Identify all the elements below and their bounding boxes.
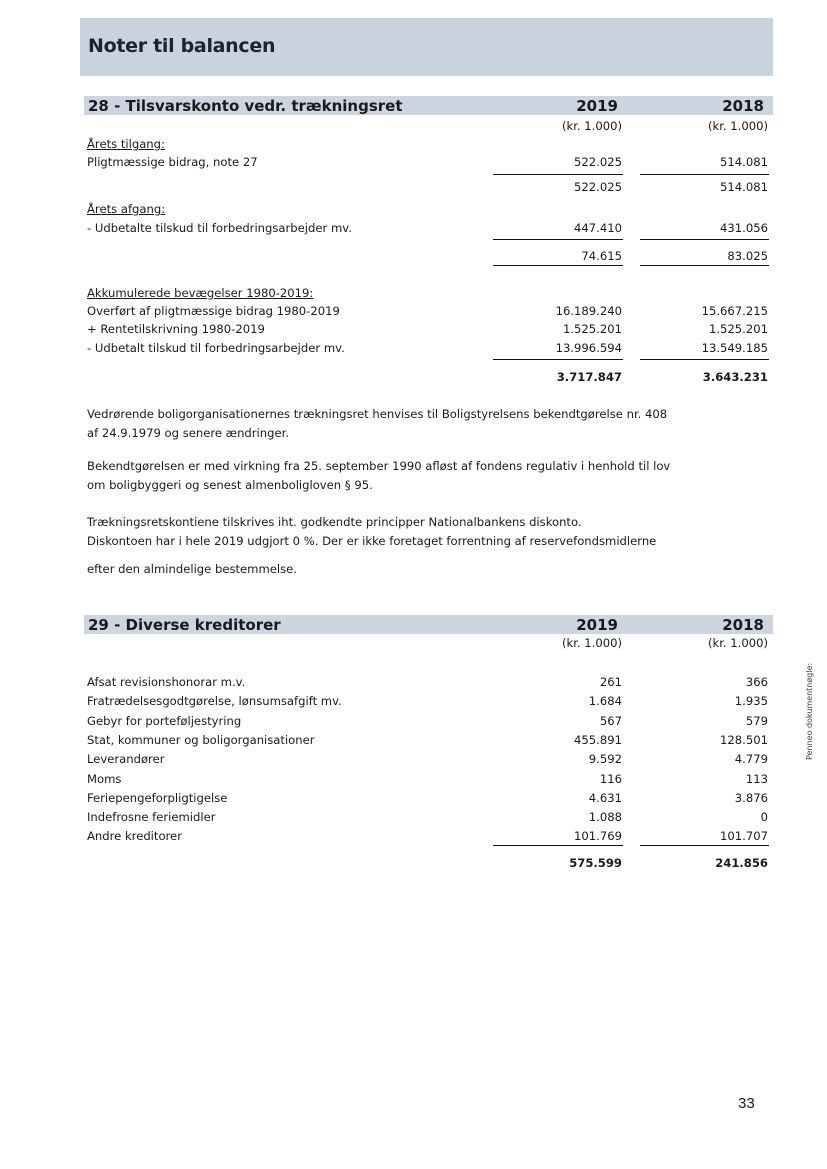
paragraph-line: Trækningsretskontiene tilskrives iht. godkendte principper Nationalbankens diskonto. — [87, 515, 582, 529]
col-2018-header: 2018 — [722, 616, 764, 634]
row-label: - Udbetalte tilskud til forbedringsarbejder mv. — [87, 221, 352, 235]
paragraph-line: af 24.9.1979 og senere ændringer. — [87, 426, 289, 440]
page-number: 33 — [738, 1095, 755, 1112]
value-2019: 567 — [599, 713, 622, 728]
subheading: Årets tilgang: — [87, 137, 165, 151]
value-2019: 575.599 — [569, 856, 622, 870]
underline-rule — [493, 174, 623, 175]
unit-label: (kr. 1.000) — [707, 119, 768, 133]
paragraph-line: efter den almindelige bestemmelse. — [87, 562, 297, 576]
note-29-header — [84, 615, 773, 634]
value-2018: 241.856 — [715, 856, 768, 870]
paragraph-line: Diskontoen har i hele 2019 udgjort 0 %. Der er ikke foretaget forrentning af reservefondsmidlerne — [87, 534, 657, 548]
value-2019: 101.769 — [574, 829, 622, 844]
value-2019: 455.891 — [574, 732, 622, 747]
underline-rule — [493, 359, 623, 360]
col-2018-header: 2018 — [722, 97, 764, 115]
row-label: Leverandører — [87, 752, 165, 767]
value-2019: 16.189.240 — [555, 304, 622, 318]
value-2018: 579 — [745, 713, 768, 728]
value-2018: 0 — [760, 810, 768, 825]
value-2018: 113 — [745, 771, 768, 786]
value-2018: 15.667.215 — [701, 304, 768, 318]
paragraph-line: om boligbyggeri og senest almenboligloven § 95. — [87, 478, 373, 492]
value-2019: 1.088 — [588, 810, 622, 825]
underline-rule — [640, 239, 769, 240]
value-2018: 83.025 — [727, 249, 768, 263]
row-label: Moms — [87, 771, 122, 786]
row-label: - Udbetalt tilskud til forbedringsarbejder mv. — [87, 341, 345, 355]
row-label: Pligtmæssige bidrag, note 27 — [87, 155, 258, 169]
underline-rule — [493, 239, 623, 240]
value-2018: 514.081 — [720, 155, 768, 169]
row-label: Gebyr for porteføljestyring — [87, 713, 242, 728]
underline-rule — [640, 174, 769, 175]
value-2019: 1.525.201 — [562, 322, 622, 336]
row-label: Overført af pligtmæssige bidrag 1980-2019 — [87, 304, 340, 318]
value-2019: 522.025 — [574, 180, 622, 194]
subheading: Årets afgang: — [87, 202, 166, 216]
row-label: Feriepengeforpligtigelse — [87, 790, 228, 805]
col-2019-header: 2019 — [576, 616, 618, 634]
unit-label: (kr. 1.000) — [707, 636, 768, 650]
note-28-header — [84, 96, 773, 115]
value-2018: 128.501 — [720, 732, 768, 747]
unit-label: (kr. 1.000) — [561, 119, 622, 133]
row-label: Fratrædelsesgodtgørelse, lønsumsafgift mv. — [87, 694, 342, 709]
underline-rule — [493, 845, 623, 846]
note-29-title: 29 - Diverse kreditorer — [88, 616, 281, 634]
paragraph-line: Vedrørende boligorganisationernes trækningsret henvises til Boligstyrelsens bekendtgørelse nr. 408 — [87, 407, 668, 421]
value-2018: 3.876 — [734, 790, 768, 805]
note-28-title: 28 - Tilsvarskonto vedr. trækningsret — [88, 97, 403, 115]
value-2018: 1.935 — [734, 694, 768, 709]
subheading: Akkumulerede bevægelser 1980-2019: — [87, 286, 314, 300]
value-2018: 1.525.201 — [708, 322, 768, 336]
row-label: + Rentetilskrivning 1980-2019 — [87, 322, 265, 336]
underline-rule — [640, 265, 769, 266]
value-2019: 4.631 — [588, 790, 622, 805]
value-2019: 3.717.847 — [556, 370, 622, 384]
value-2018: 4.779 — [734, 752, 768, 767]
underline-rule — [640, 845, 769, 846]
unit-label: (kr. 1.000) — [561, 636, 622, 650]
margin-stamp: Penneo dokumentnøgle: — [805, 662, 814, 760]
row-label: Indefrosne feriemidler — [87, 810, 216, 825]
value-2018: 431.056 — [720, 221, 768, 235]
value-2018: 514.081 — [720, 180, 768, 194]
value-2019: 116 — [599, 771, 622, 786]
value-2018: 101.707 — [720, 829, 768, 844]
value-2019: 1.684 — [588, 694, 622, 709]
value-2019: 74.615 — [581, 249, 622, 263]
row-label: Afsat revisionshonorar m.v. — [87, 675, 246, 689]
row-label: Andre kreditorer — [87, 829, 182, 844]
value-2018: 3.643.231 — [702, 370, 768, 384]
paragraph-line: Bekendtgørelsen er med virkning fra 25. september 1990 afløst af fondens regulativ i henhold til lov — [87, 459, 671, 473]
col-2019-header: 2019 — [576, 97, 618, 115]
value-2019: 261 — [599, 675, 622, 689]
underline-rule — [493, 265, 623, 266]
underline-rule — [640, 359, 769, 360]
value-2019: 13.996.594 — [555, 341, 622, 355]
value-2018: 13.549.185 — [701, 341, 768, 355]
row-label: Stat, kommuner og boligorganisationer — [87, 732, 315, 747]
value-2019: 9.592 — [588, 752, 622, 767]
page-title: Noter til balancen — [88, 35, 276, 57]
value-2019: 522.025 — [574, 155, 622, 169]
value-2018: 366 — [745, 675, 768, 689]
value-2019: 447.410 — [574, 221, 622, 235]
